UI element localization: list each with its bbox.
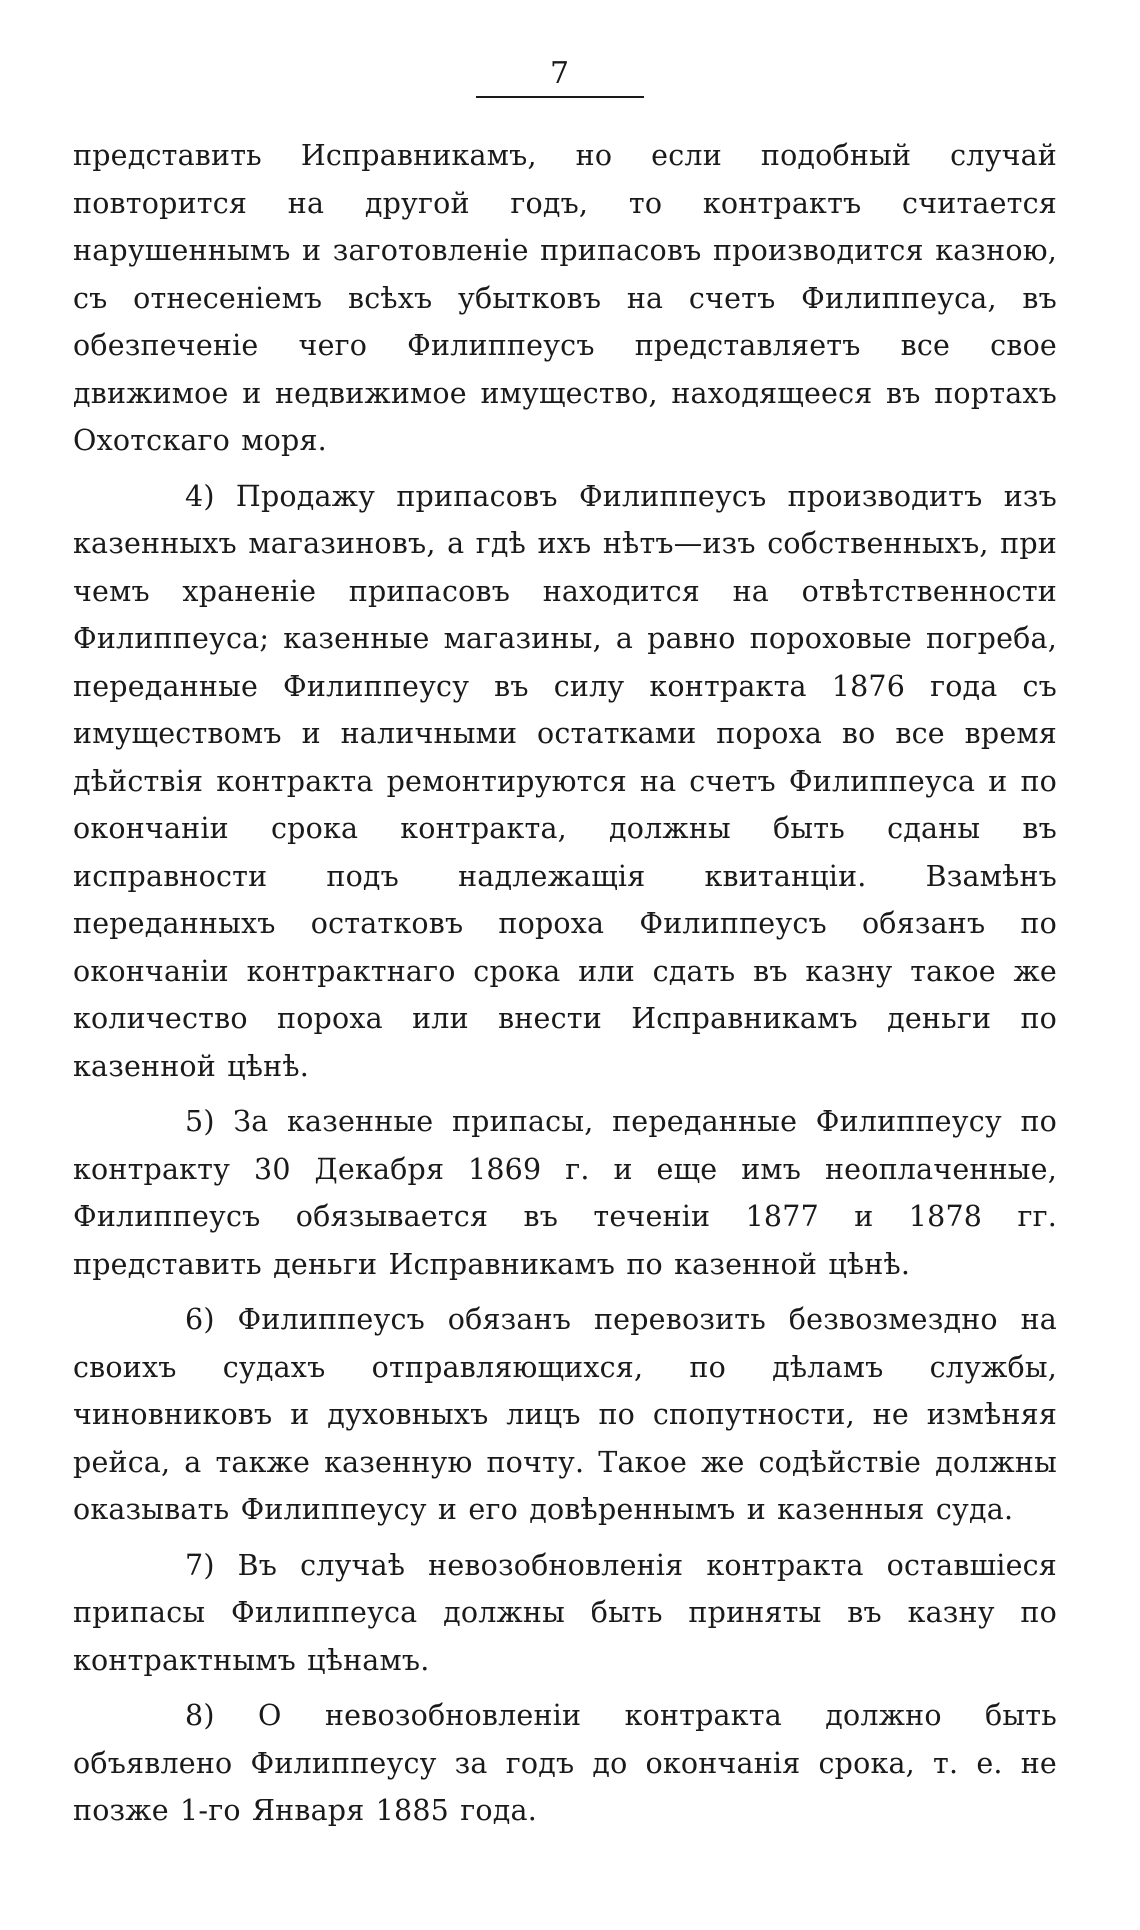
paragraph-clause-7: 7) Въ случаѣ невозобновленія контракта оставшіеся припасы Филиппеуса должны быть приняты въ казну по контрактнымъ цѣнамъ.: [73, 1548, 1057, 1677]
paragraph-clause-6: 6) Филиппеусъ обязанъ перевозить безвозмездно на своихъ судахъ отправляющихся, по дѣламъ службы, чиновниковъ и духовныхъ лицъ по спопутности, не измѣняя рейса, а также казенную почту. Такое же содѣйствіе должны оказывать Филиппеусу и его довѣреннымъ и казенныя суда.: [73, 1303, 1057, 1526]
page-number: 7: [549, 56, 571, 91]
header-rule: [476, 96, 644, 98]
paragraph-clause-5: 5) За казенные припасы, переданные Филиппеусу по контракту 30 Декабря 1869 г. и еще имъ неоплаченные, Филиппеусъ обязывается въ теченіи 1877 и 1878 гг. представить деньги Исправникамъ по казенной цѣнѣ.: [73, 1105, 1057, 1281]
body-text: [73, 132, 1057, 1843]
paragraph-clause-8: 8) О невозобновленіи контракта должно быть объявлено Филиппеусу за годъ до окончанія срока, т. е. не позже 1-го Января 1885 года.: [73, 1699, 1057, 1827]
page-header: [476, 56, 644, 98]
paragraph-clause-4: 4) Продажу припасовъ Филиппеусъ производитъ изъ казенныхъ магазиновъ, а гдѣ ихъ нѣтъ—изъ собственныхъ, при чемъ храненіе припасовъ находится на отвѣтственности Филиппеуса; казенные магазины, а равно пороховые погреба, переданные Филиппеусу въ силу контракта 1876 года съ имуществомъ и наличными остатками пороха во все время дѣйствія контракта ремонтируются на счетъ Филиппеуса и по окончаніи срока контракта, должны быть сданы въ исправности подъ надлежащія квитанціи. Взамѣнъ переданныхъ остатковъ пороха Филиппеусъ обязанъ по окончаніи контрактнаго срока или сдать въ казну такое же количество пороха или внести Исправникамъ деньги по казенной цѣнѣ.: [73, 479, 1057, 1083]
paragraph-continuation: представить Исправникамъ, но если подобный случай повторится на другой годъ, то контрактъ считается нарушеннымъ и заготовленіе припасовъ производится казною, съ отнесеніемъ всѣхъ убытковъ на счетъ Филиппеуса, въ обезпеченіе чего Филиппеусъ представляетъ все свое движимое и недвижимое имущество, находящееся въ портахъ Охотскаго моря.: [73, 139, 1057, 457]
